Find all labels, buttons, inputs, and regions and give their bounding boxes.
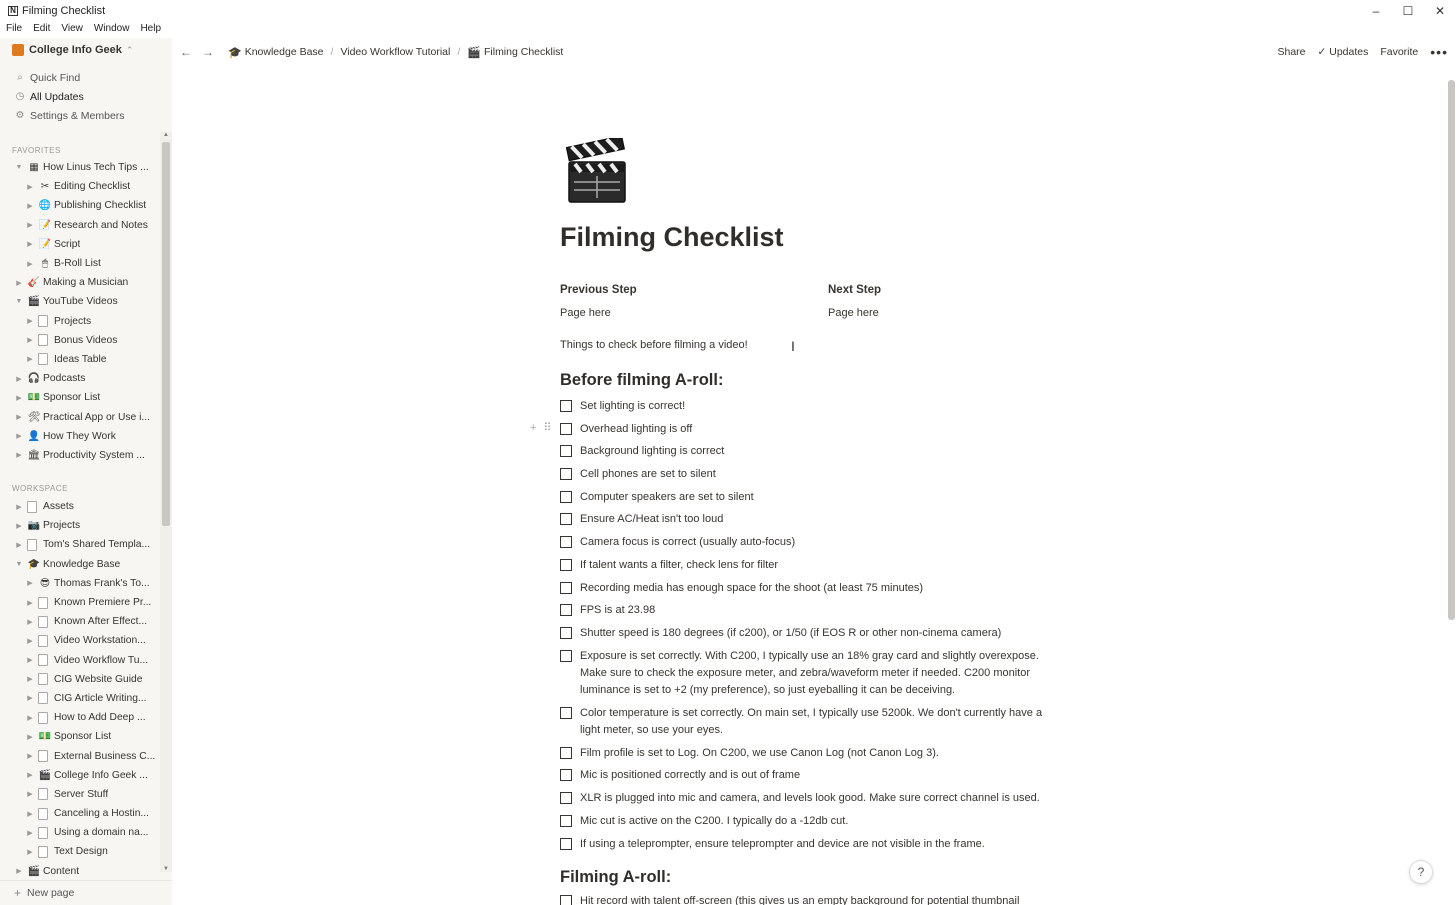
face-icon: 😎 bbox=[39, 577, 51, 589]
breadcrumb-label: Knowledge Base bbox=[244, 46, 324, 58]
sidebar-scroll-thumb[interactable] bbox=[162, 142, 170, 526]
doc-icon bbox=[38, 635, 48, 647]
sidebar-item[interactable] bbox=[0, 862, 160, 881]
triangle-right-icon[interactable]: ▶ bbox=[27, 714, 33, 722]
sidebar-item-label: Tom's Shared Templa... bbox=[43, 539, 151, 551]
sidebar-item[interactable] bbox=[0, 555, 160, 574]
section-heading-before-filming[interactable]: Before filming A-roll: bbox=[560, 371, 724, 389]
breadcrumb-filming-checklist[interactable] bbox=[467, 46, 563, 59]
back-arrow-icon[interactable]: ← bbox=[180, 45, 192, 59]
settings-members-link[interactable] bbox=[0, 106, 172, 125]
todo-item bbox=[560, 790, 1060, 807]
triangle-right-icon[interactable]: ▶ bbox=[16, 452, 22, 460]
quick-find-label: Quick Find bbox=[30, 71, 81, 84]
sidebar-item[interactable] bbox=[0, 823, 160, 842]
notepad-icon: 📝 bbox=[38, 219, 52, 231]
help-button[interactable]: ? bbox=[1409, 860, 1433, 884]
graduation-cap-icon: 🎓 bbox=[228, 46, 242, 59]
sidebar-item-label: Making a Musician bbox=[43, 277, 129, 289]
clapper-icon: 🎬 bbox=[38, 769, 52, 781]
todo-item bbox=[560, 767, 1060, 784]
triangle-right-icon[interactable]: ▶ bbox=[27, 599, 33, 607]
sidebar-item-label: Knowledge Base bbox=[43, 558, 121, 570]
triangle-right-icon[interactable]: ▶ bbox=[27, 337, 33, 345]
menu-view[interactable]: View bbox=[61, 23, 83, 34]
table-icon: ▦ bbox=[29, 162, 39, 174]
doc-icon bbox=[38, 654, 48, 666]
mouse-icon: 🖱 bbox=[42, 258, 48, 270]
triangle-right-icon[interactable]: ▶ bbox=[16, 868, 22, 876]
doc-icon bbox=[38, 334, 48, 346]
breadcrumb-label: Filming Checklist bbox=[483, 46, 564, 58]
sidebar-item[interactable] bbox=[0, 446, 160, 465]
workspace-name: College Info Geek bbox=[29, 44, 122, 56]
workspace-tree bbox=[0, 497, 160, 881]
sidebar-item-label: Publishing Checklist bbox=[54, 200, 147, 212]
sidebar-item-label: CIG Website Guide bbox=[54, 673, 143, 685]
sidebar-item[interactable] bbox=[0, 177, 160, 196]
sidebar-item-label: B-Roll List bbox=[54, 258, 101, 270]
section-heading-filming-aroll[interactable]: Filming A-roll: bbox=[560, 868, 672, 886]
todo-checkbox[interactable] bbox=[560, 747, 572, 759]
todo-checkbox[interactable] bbox=[560, 604, 572, 616]
sidebar-item-label: College Info Geek ... bbox=[54, 769, 148, 781]
triangle-down-icon[interactable]: ▼ bbox=[15, 298, 23, 306]
close-window-button[interactable]: ✕ bbox=[1434, 4, 1446, 18]
todo-text[interactable]: Film profile is set to Log. On C200, we use Canon Log (not Canon Log 3). bbox=[580, 747, 939, 759]
doc-icon bbox=[38, 750, 48, 762]
todo-text[interactable]: Color temperature is set correctly. On main set, I typically use 5200k. We don't currently have a light meter, so use your eyes. bbox=[580, 707, 1043, 736]
sidebar-item-label: Editing Checklist bbox=[54, 181, 131, 193]
todo-checkbox[interactable] bbox=[560, 468, 572, 480]
sidebar-item-label: How to Add Deep ... bbox=[54, 712, 146, 724]
search-icon: ⌕ bbox=[17, 72, 23, 83]
sidebar-item-label: Sponsor List bbox=[43, 392, 101, 404]
triangle-right-icon[interactable]: ▶ bbox=[27, 848, 33, 856]
sidebar-item[interactable] bbox=[0, 651, 160, 670]
triangle-down-icon[interactable]: ▼ bbox=[15, 560, 23, 568]
new-page-label: New page bbox=[27, 887, 75, 899]
triangle-right-icon[interactable]: ▶ bbox=[27, 618, 33, 626]
window-title: Filming Checklist bbox=[22, 5, 106, 17]
all-updates-label: All Updates bbox=[30, 90, 84, 103]
breadcrumb-knowledge-base[interactable] bbox=[228, 46, 324, 59]
triangle-right-icon[interactable]: ▶ bbox=[27, 753, 33, 761]
sidebar-item-label: Video Workstation... bbox=[54, 635, 146, 647]
sidebar-item-label: Script bbox=[54, 238, 81, 250]
triangle-right-icon[interactable]: ▶ bbox=[27, 356, 33, 364]
sidebar-item-label: Known After Effect... bbox=[54, 616, 148, 628]
headphones-icon: 🎧 bbox=[27, 373, 41, 385]
todo-checkbox[interactable] bbox=[560, 650, 572, 662]
doc-icon bbox=[38, 597, 48, 609]
todo-text[interactable]: Camera focus is correct (usually auto-focus) bbox=[580, 536, 796, 548]
sidebar-item[interactable] bbox=[0, 842, 160, 861]
todo-item bbox=[560, 893, 1060, 905]
plus-icon: + bbox=[14, 886, 22, 900]
triangle-right-icon[interactable]: ▶ bbox=[16, 541, 22, 549]
share-button[interactable]: Share bbox=[1277, 46, 1306, 58]
triangle-right-icon[interactable]: ▶ bbox=[27, 676, 33, 684]
text-cursor-icon: I bbox=[791, 338, 795, 354]
todo-text[interactable]: Mic is positioned correctly and is out of frame bbox=[580, 769, 801, 781]
todo-item bbox=[560, 534, 1060, 551]
sidebar-item-label: Canceling a Hostin... bbox=[54, 808, 150, 820]
triangle-right-icon[interactable]: ▶ bbox=[27, 241, 33, 249]
todo-checkbox[interactable] bbox=[560, 769, 572, 781]
breadcrumb-separator: / bbox=[457, 46, 461, 58]
clapper-icon: 🎬 bbox=[467, 46, 481, 59]
maximize-button[interactable]: ☐ bbox=[1402, 4, 1414, 18]
quick-find-link[interactable] bbox=[0, 68, 172, 87]
scroll-up-arrow-icon[interactable]: ▲ bbox=[163, 132, 169, 138]
sidebar-item-label: Known Premiere Pr... bbox=[54, 597, 152, 609]
sidebar-item[interactable] bbox=[0, 593, 160, 612]
triangle-down-icon[interactable]: ▼ bbox=[15, 164, 23, 172]
todo-checkbox[interactable] bbox=[560, 582, 572, 594]
next-step-label: Next Step bbox=[828, 284, 882, 296]
todo-text[interactable]: Background lighting is correct bbox=[580, 445, 725, 457]
todo-text[interactable]: Hit record with talent off-screen (this gives us an empty background for potential thumbnail bbox=[580, 895, 1020, 905]
todo-checkbox[interactable] bbox=[560, 445, 572, 457]
window-controls bbox=[1360, 0, 1456, 22]
guitar-icon: 🎸 bbox=[27, 277, 41, 289]
sidebar-item[interactable] bbox=[0, 708, 160, 727]
more-options-icon[interactable]: ••• bbox=[1430, 44, 1448, 60]
memo-icon: 📝 bbox=[38, 238, 52, 250]
todo-checkbox[interactable] bbox=[560, 491, 572, 503]
sidebar-item-label: Podcasts bbox=[43, 373, 86, 385]
sidebar-item[interactable] bbox=[0, 331, 160, 350]
doc-icon bbox=[38, 827, 48, 839]
workspace-switcher[interactable] bbox=[12, 44, 133, 56]
camera-icon: 📷 bbox=[27, 520, 41, 532]
todo-item bbox=[560, 466, 1060, 483]
tools-icon: 🛠 bbox=[27, 411, 41, 423]
triangle-right-icon[interactable]: ▶ bbox=[27, 580, 33, 588]
todo-checkbox[interactable] bbox=[560, 513, 572, 525]
todo-item bbox=[560, 443, 1060, 460]
breadcrumb-label: Video Workflow Tutorial bbox=[340, 46, 451, 58]
sidebar-item[interactable] bbox=[0, 292, 160, 311]
settings-members-label: Settings & Members bbox=[30, 109, 125, 122]
sidebar-item-label: Projects bbox=[43, 520, 81, 532]
favorites-section-label: FAVORITES bbox=[12, 146, 61, 155]
menu-window[interactable]: Window bbox=[93, 23, 130, 34]
banknote-icon: 💵 bbox=[27, 392, 41, 404]
sidebar-item[interactable] bbox=[0, 670, 160, 689]
triangle-right-icon[interactable]: ▶ bbox=[27, 318, 33, 326]
todo-checkbox[interactable] bbox=[560, 536, 572, 548]
sidebar-item[interactable] bbox=[0, 535, 160, 554]
drag-handle-icon[interactable]: + ⠿ bbox=[530, 422, 554, 434]
sidebar-item-label: Content bbox=[43, 865, 80, 877]
forward-arrow-icon[interactable]: → bbox=[202, 45, 214, 59]
new-page-button[interactable] bbox=[0, 880, 172, 905]
clapper-icon: 🎬 bbox=[27, 296, 41, 308]
todo-item bbox=[560, 580, 1060, 597]
triangle-right-icon[interactable]: ▶ bbox=[27, 260, 33, 268]
all-updates-link[interactable] bbox=[0, 87, 172, 106]
sidebar-item-label: Assets bbox=[43, 501, 74, 513]
triangle-right-icon[interactable]: ▶ bbox=[16, 522, 22, 530]
topnav-actions bbox=[1277, 38, 1456, 66]
todo-text[interactable]: Exposure is set correctly. With C200, I typically use an 18% gray card and slightly overexpose. Make sure to check the exposure meter, and zebra/waveform meter if needed. C200 monitor luminance is set to +2 (my preference), so just eyeballing it can be deceiving. bbox=[580, 650, 1039, 696]
menu-edit[interactable]: Edit bbox=[33, 23, 51, 34]
triangle-right-icon[interactable]: ▶ bbox=[27, 183, 33, 191]
sidebar-item[interactable] bbox=[0, 631, 160, 650]
todo-text[interactable]: Cell phones are set to silent bbox=[580, 468, 716, 480]
triangle-right-icon[interactable]: ▶ bbox=[27, 202, 33, 210]
todo-text[interactable]: Recording media has enough space for the shoot (at least 75 minutes) bbox=[580, 582, 924, 594]
triangle-right-icon[interactable]: ▶ bbox=[27, 222, 33, 230]
sidebar-item[interactable] bbox=[0, 158, 160, 177]
menu-file[interactable]: File bbox=[6, 23, 23, 34]
todo-item bbox=[560, 836, 1060, 853]
todo-checkbox[interactable] bbox=[560, 559, 572, 571]
todo-checkbox[interactable] bbox=[560, 792, 572, 804]
sidebar-item[interactable] bbox=[0, 216, 160, 235]
scroll-down-arrow-icon[interactable]: ▼ bbox=[163, 866, 169, 872]
sidebar-item-label: Projects bbox=[54, 315, 92, 327]
todo-item bbox=[560, 421, 1060, 438]
todo-checkbox[interactable] bbox=[560, 707, 572, 719]
todo-checkbox[interactable] bbox=[560, 838, 572, 850]
intro-text[interactable]: Things to check before filming a video! bbox=[560, 339, 748, 351]
todo-item bbox=[560, 398, 1060, 415]
doc-icon bbox=[38, 616, 48, 628]
page-title[interactable]: Filming Checklist bbox=[560, 222, 784, 252]
triangle-right-icon[interactable]: ▶ bbox=[27, 810, 33, 818]
graduation-cap-icon: 🎓 bbox=[27, 558, 41, 570]
todo-text[interactable]: Set lighting is correct! bbox=[580, 400, 686, 412]
sidebar-item[interactable] bbox=[0, 407, 160, 426]
sidebar-item-label: YouTube Videos bbox=[43, 296, 118, 308]
sidebar-item[interactable] bbox=[0, 350, 160, 369]
triangle-right-icon[interactable]: ▶ bbox=[27, 637, 33, 645]
todo-text[interactable]: Ensure AC/Heat isn't too loud bbox=[580, 513, 724, 525]
sidebar-item-label: Sponsor List bbox=[54, 731, 112, 743]
sidebar-item[interactable] bbox=[0, 785, 160, 804]
banknote-icon: 💵 bbox=[38, 731, 52, 743]
sidebar-item[interactable] bbox=[0, 612, 160, 631]
sidebar-item[interactable] bbox=[0, 312, 160, 331]
doc-icon bbox=[38, 712, 48, 724]
workspace-logo-icon bbox=[12, 44, 24, 56]
sidebar-item[interactable] bbox=[0, 804, 160, 823]
todo-text[interactable]: If talent wants a filter, check lens for filter bbox=[580, 559, 779, 571]
sidebar-item[interactable] bbox=[0, 574, 160, 593]
sidebar-item[interactable] bbox=[0, 689, 160, 708]
sidebar-item-label: How Linus Tech Tips ... bbox=[43, 162, 149, 174]
sidebar-item[interactable] bbox=[0, 746, 160, 765]
menu-help[interactable]: Help bbox=[140, 23, 162, 34]
triangle-right-icon[interactable]: ▶ bbox=[27, 695, 33, 703]
todo-item bbox=[560, 557, 1060, 574]
main-scrollbar[interactable] bbox=[1446, 80, 1456, 905]
triangle-right-icon[interactable]: ▶ bbox=[27, 829, 33, 837]
todo-checkbox[interactable] bbox=[560, 400, 572, 412]
building-icon: 🏛 bbox=[27, 449, 41, 461]
sidebar-item-label: Text Design bbox=[54, 846, 108, 858]
sidebar-item-label: Video Workflow Tu... bbox=[54, 654, 149, 666]
sidebar-item-label: Bonus Videos bbox=[54, 334, 118, 346]
previous-step-label: Previous Step bbox=[560, 284, 637, 296]
updates-button[interactable]: ✓ Updates bbox=[1317, 46, 1369, 58]
todo-checkbox[interactable] bbox=[560, 895, 572, 905]
chevron-updown-icon: ⌃ bbox=[125, 44, 134, 55]
sidebar-item[interactable] bbox=[0, 254, 160, 273]
todo-text[interactable]: Shutter speed is 180 degrees (if c200), or 1/50 (if EOS R or other non-cinema camera) bbox=[580, 627, 1002, 639]
sidebar-item[interactable] bbox=[0, 727, 160, 746]
todo-item bbox=[560, 511, 1060, 528]
doc-icon bbox=[38, 353, 48, 365]
top-navigation bbox=[172, 38, 1456, 66]
clapper-icon: 🎬 bbox=[27, 865, 41, 877]
todo-item bbox=[560, 625, 1060, 642]
favorites-tree bbox=[0, 158, 160, 465]
sidebar-item-label: Practical App or Use i... bbox=[43, 411, 151, 423]
todo-item bbox=[560, 745, 1060, 762]
notion-app-icon: N bbox=[8, 6, 18, 16]
sidebar-scrollbar[interactable] bbox=[160, 132, 172, 872]
todo-text[interactable]: Mic cut is active on the C200. I typically do a -12db cut. bbox=[580, 815, 849, 827]
sidebar-item-label: How They Work bbox=[43, 430, 116, 442]
sidebar-item[interactable] bbox=[0, 388, 160, 407]
doc-icon bbox=[27, 539, 37, 551]
todo-checkbox[interactable] bbox=[560, 815, 572, 827]
triangle-right-icon[interactable]: ▶ bbox=[27, 791, 33, 799]
doc-icon bbox=[38, 846, 48, 858]
doc-icon bbox=[38, 808, 48, 820]
next-step-value[interactable]: Page here bbox=[828, 307, 879, 319]
triangle-right-icon[interactable]: ▶ bbox=[16, 414, 22, 422]
todo-text[interactable]: Overhead lighting is off bbox=[580, 423, 693, 435]
triangle-right-icon[interactable]: ▶ bbox=[16, 503, 22, 511]
doc-icon bbox=[38, 315, 48, 327]
sidebar-item[interactable] bbox=[0, 196, 160, 215]
sidebar-item-label: Productivity System ... bbox=[43, 449, 145, 461]
todo-item bbox=[560, 648, 1060, 699]
sidebar bbox=[0, 38, 172, 905]
todo-text[interactable]: If using a teleprompter, ensure teleprompter and device are not visible in the frame. bbox=[580, 838, 985, 850]
sidebar-item-label: External Business C... bbox=[54, 750, 156, 762]
todo-item bbox=[560, 813, 1060, 830]
sidebar-item-label: Research and Notes bbox=[54, 219, 148, 231]
clapper-board-icon[interactable] bbox=[566, 138, 628, 204]
scissors-icon: ✂ bbox=[40, 181, 50, 193]
gear-icon: ⚙ bbox=[15, 110, 25, 121]
doc-icon bbox=[27, 501, 37, 513]
todo-checkbox[interactable] bbox=[560, 627, 572, 639]
window-titlebar bbox=[0, 0, 1456, 22]
breadcrumb-video-workflow[interactable] bbox=[340, 46, 450, 58]
sidebar-item-label: CIG Article Writing... bbox=[54, 692, 147, 704]
globe-icon: 🌐 bbox=[38, 200, 52, 212]
sidebar-item[interactable] bbox=[0, 497, 160, 516]
todo-item bbox=[560, 489, 1060, 506]
todo-checkbox[interactable] bbox=[560, 423, 572, 435]
triangle-right-icon[interactable]: ▶ bbox=[27, 657, 33, 665]
sidebar-item-label: Thomas Frank's To... bbox=[54, 577, 150, 589]
favorite-button[interactable]: Favorite bbox=[1380, 46, 1419, 58]
triangle-right-icon[interactable]: ▶ bbox=[16, 279, 22, 287]
sidebar-item[interactable] bbox=[0, 427, 160, 446]
sidebar-item[interactable] bbox=[0, 766, 160, 785]
sidebar-item[interactable] bbox=[0, 369, 160, 388]
clock-icon: ◷ bbox=[15, 91, 25, 102]
sidebar-item[interactable] bbox=[0, 273, 160, 292]
triangle-right-icon[interactable]: ▶ bbox=[16, 375, 22, 383]
todo-item bbox=[560, 602, 1060, 619]
triangle-right-icon[interactable]: ▶ bbox=[27, 733, 33, 741]
todo-text[interactable]: Computer speakers are set to silent bbox=[580, 491, 754, 503]
main-scroll-thumb[interactable] bbox=[1448, 80, 1455, 620]
sidebar-item[interactable] bbox=[0, 516, 160, 535]
triangle-right-icon[interactable]: ▶ bbox=[27, 772, 33, 780]
breadcrumb bbox=[228, 46, 563, 59]
triangle-right-icon[interactable]: ▶ bbox=[16, 394, 22, 402]
sidebar-top-links bbox=[0, 68, 172, 125]
todo-text[interactable]: FPS is at 23.98 bbox=[580, 604, 656, 616]
doc-icon bbox=[38, 673, 48, 685]
doc-icon bbox=[38, 692, 48, 704]
minimize-button[interactable]: – bbox=[1372, 4, 1380, 18]
sidebar-item-label: Using a domain na... bbox=[54, 827, 149, 839]
sidebar-item-label: Server Stuff bbox=[54, 788, 109, 800]
breadcrumb-separator: / bbox=[330, 46, 334, 58]
person-icon: 👤 bbox=[27, 430, 41, 442]
previous-step-value[interactable]: Page here bbox=[560, 307, 611, 319]
doc-icon bbox=[38, 788, 48, 800]
triangle-right-icon[interactable]: ▶ bbox=[16, 433, 22, 441]
todo-item bbox=[560, 705, 1060, 739]
sidebar-item-label: Ideas Table bbox=[54, 353, 107, 365]
todo-text[interactable]: XLR is plugged into mic and camera, and levels look good. Make sure correct channel is used. bbox=[580, 792, 1040, 804]
sidebar-item[interactable] bbox=[0, 235, 160, 254]
menu-bar bbox=[0, 22, 1456, 38]
workspace-section-label: WORKSPACE bbox=[12, 484, 68, 493]
